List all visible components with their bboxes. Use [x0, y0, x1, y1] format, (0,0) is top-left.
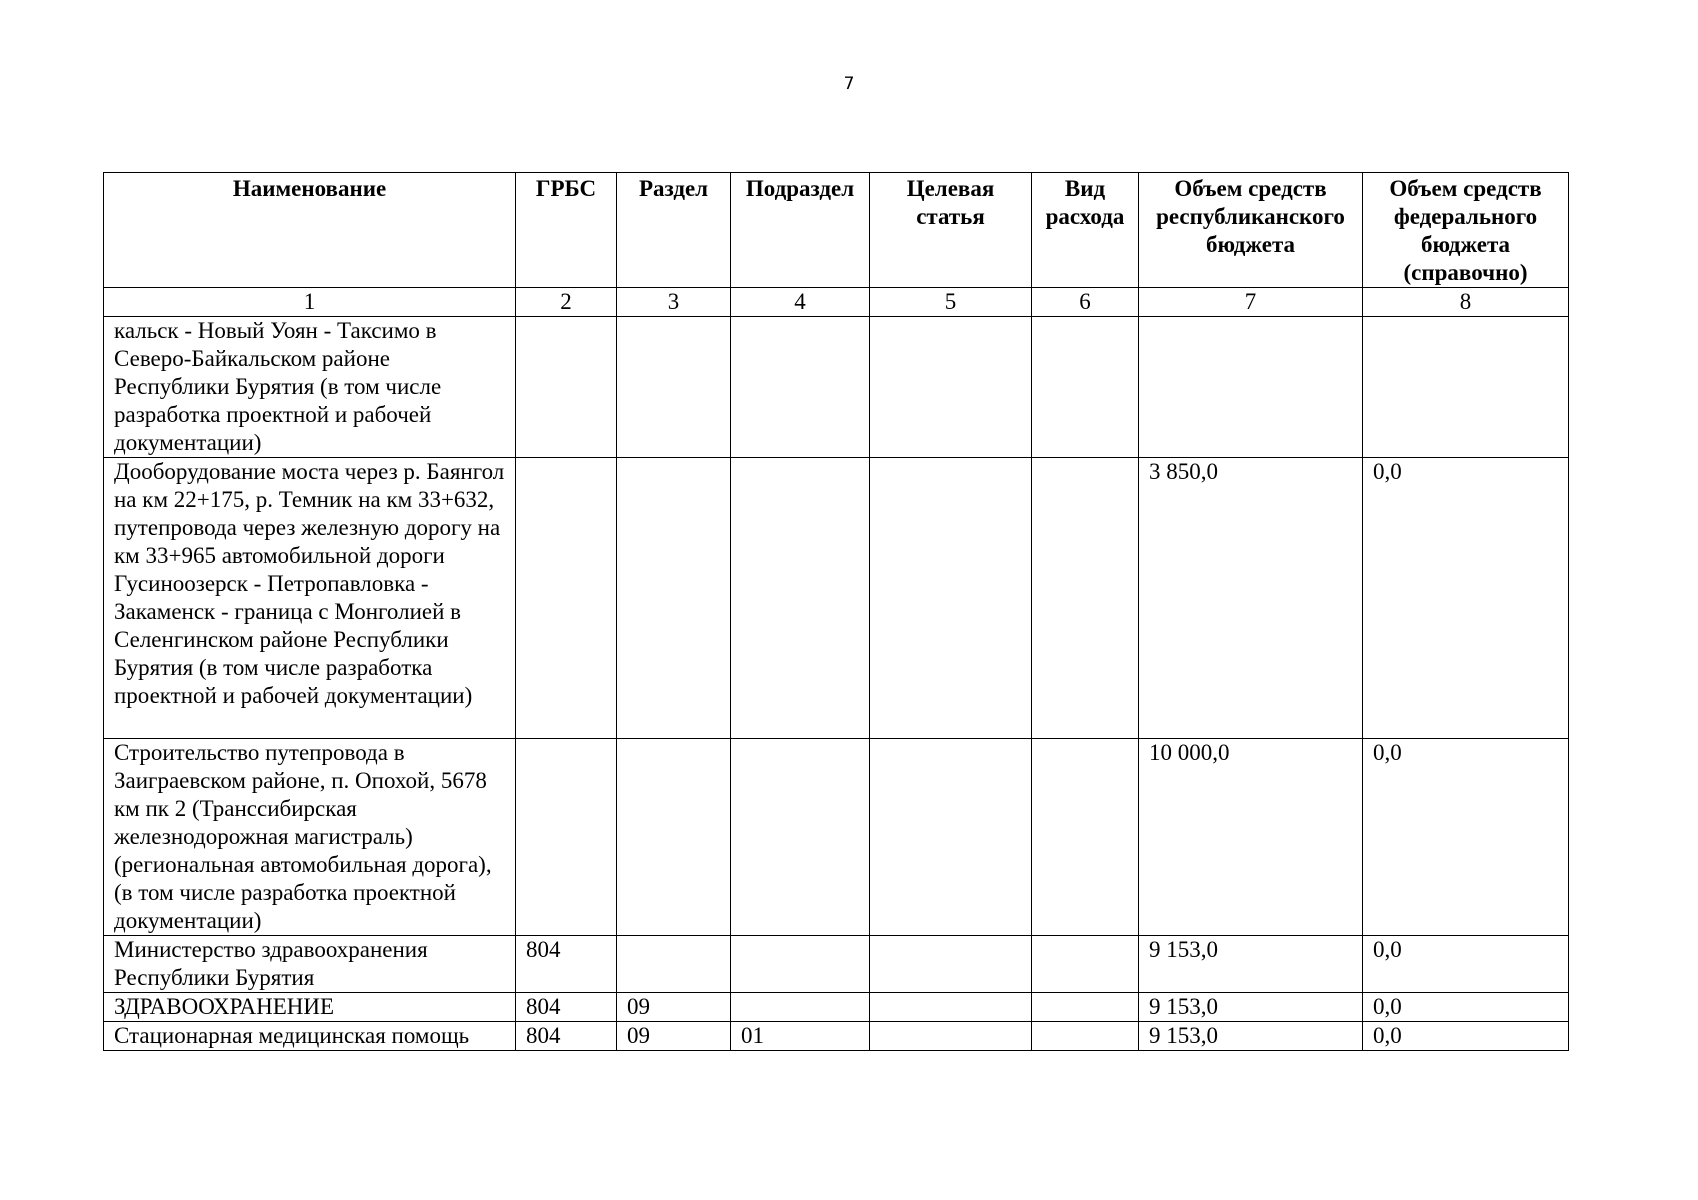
row-razdel — [617, 739, 731, 936]
header-fed-budget: Объем средств федерального бюджета (справочно) — [1363, 173, 1569, 288]
row-podrazdel — [731, 936, 870, 993]
column-number: 5 — [870, 288, 1032, 317]
column-number: 1 — [104, 288, 516, 317]
row-podrazdel — [731, 993, 870, 1022]
row-name: Дооборудование моста через р. Баянгол на км 22+175, р. Темник на км 33+632, путепровода через железную дорогу на км 33+965 автомобильной дороги Гусиноозерск - Петропавловка - Закаменск - граница с Монголией в Селенгинском районе Республики Бурятия (в том числе разработка проектной и рабочей документации) — [104, 458, 516, 739]
row-resp — [1139, 317, 1363, 458]
row-resp: 10 000,0 — [1139, 739, 1363, 936]
row-vid — [1032, 936, 1139, 993]
row-grbs: 804 — [516, 993, 617, 1022]
header-grbs: ГРБС — [516, 173, 617, 288]
row-tselevaya — [870, 1022, 1032, 1051]
row-resp: 9 153,0 — [1139, 1022, 1363, 1051]
row-tselevaya — [870, 317, 1032, 458]
row-razdel — [617, 458, 731, 739]
table-row — [104, 1022, 1569, 1051]
row-podrazdel: 01 — [731, 1022, 870, 1051]
row-name: ЗДРАВООХРАНЕНИЕ — [104, 993, 516, 1022]
header-resp-budget: Объем средств республиканского бюджета — [1139, 173, 1363, 288]
row-vid — [1032, 1022, 1139, 1051]
header-row — [104, 173, 1569, 288]
row-resp: 9 153,0 — [1139, 993, 1363, 1022]
row-fed: 0,0 — [1363, 458, 1569, 739]
row-name: кальск - Новый Уоян - Таксимо в Северо-Байкальском районе Республики Бурятия (в том числе разработка проектной и рабочей документации) — [104, 317, 516, 458]
row-vid — [1032, 993, 1139, 1022]
row-fed: 0,0 — [1363, 936, 1569, 993]
row-fed: 0,0 — [1363, 739, 1569, 936]
column-number: 2 — [516, 288, 617, 317]
header-name: Наименование — [104, 173, 516, 288]
row-vid — [1032, 458, 1139, 739]
row-fed: 0,0 — [1363, 1022, 1569, 1051]
header-razdel: Раздел — [617, 173, 731, 288]
row-name: Министерство здравоохранения Республики Бурятия — [104, 936, 516, 993]
row-vid — [1032, 739, 1139, 936]
row-razdel: 09 — [617, 993, 731, 1022]
row-fed: 0,0 — [1363, 993, 1569, 1022]
column-number-row — [104, 288, 1569, 317]
row-resp: 3 850,0 — [1139, 458, 1363, 739]
row-tselevaya — [870, 993, 1032, 1022]
row-resp: 9 153,0 — [1139, 936, 1363, 993]
table-row — [104, 458, 1569, 739]
table-row — [104, 993, 1569, 1022]
row-fed — [1363, 317, 1569, 458]
header-tselevaya-statya: Целевая статья — [870, 173, 1032, 288]
row-razdel — [617, 936, 731, 993]
row-tselevaya — [870, 458, 1032, 739]
column-number: 3 — [617, 288, 731, 317]
row-vid — [1032, 317, 1139, 458]
page-number: 7 — [843, 74, 855, 94]
budget-table — [103, 172, 1569, 1051]
table-row — [104, 936, 1569, 993]
row-podrazdel — [731, 317, 870, 458]
header-podrazdel: Подраздел — [731, 173, 870, 288]
row-razdel — [617, 317, 731, 458]
row-razdel: 09 — [617, 1022, 731, 1051]
column-number: 7 — [1139, 288, 1363, 317]
column-number: 4 — [731, 288, 870, 317]
row-grbs: 804 — [516, 1022, 617, 1051]
row-podrazdel — [731, 458, 870, 739]
row-grbs — [516, 739, 617, 936]
row-grbs — [516, 458, 617, 739]
row-podrazdel — [731, 739, 870, 936]
row-tselevaya — [870, 936, 1032, 993]
table-row — [104, 317, 1569, 458]
column-number: 8 — [1363, 288, 1569, 317]
column-number: 6 — [1032, 288, 1139, 317]
row-name: Стационарная медицинская помощь — [104, 1022, 516, 1051]
row-tselevaya — [870, 739, 1032, 936]
row-grbs — [516, 317, 617, 458]
row-grbs: 804 — [516, 936, 617, 993]
table-row — [104, 739, 1569, 936]
header-vid-raskhoda: Вид расхода — [1032, 173, 1139, 288]
row-name: Строительство путепровода в Заиграевском районе, п. Опохой, 5678 км пк 2 (Транссибирская железнодорожная магистраль) (региональная автомобильная дорога), (в том числе разработка проектной документации) — [104, 739, 516, 936]
